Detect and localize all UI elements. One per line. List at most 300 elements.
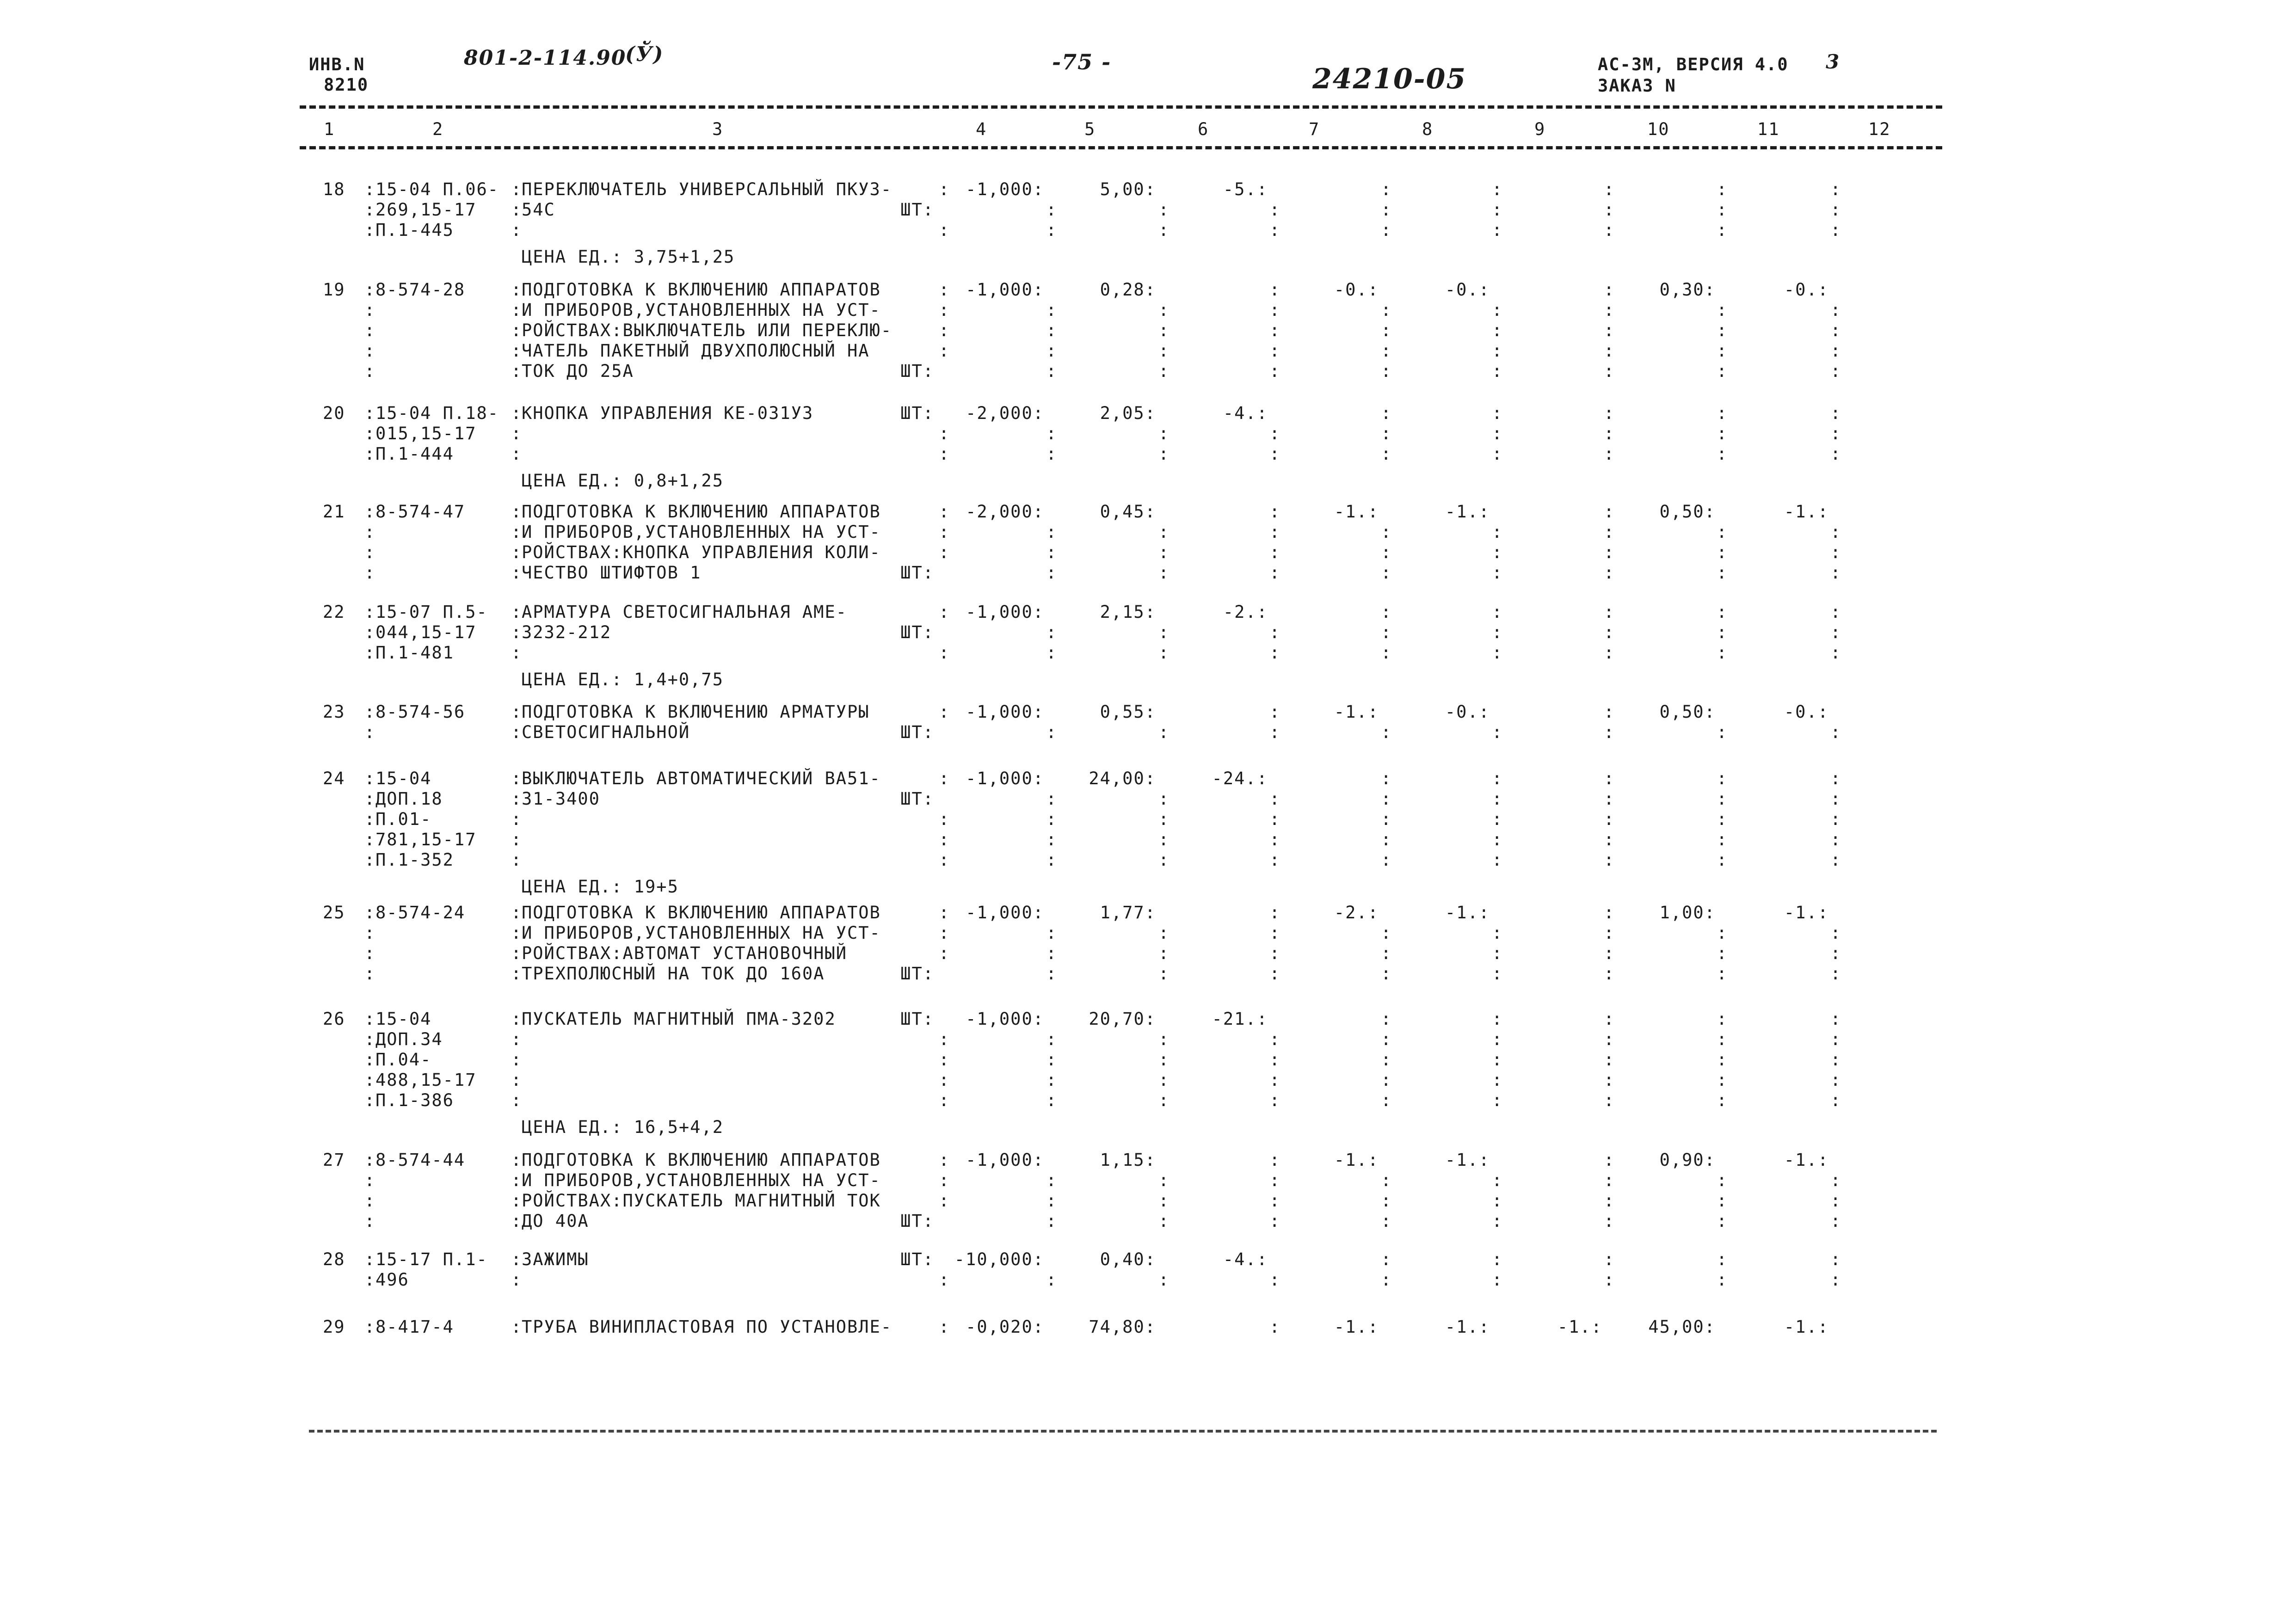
column-number: 6 <box>1198 119 1209 139</box>
column-separator: : <box>1269 300 1280 320</box>
column-separator: : <box>1717 542 1727 562</box>
column-separator: : <box>939 923 949 943</box>
column-separator: : <box>1158 1090 1169 1110</box>
column-separator: : <box>1269 850 1280 870</box>
column-separator: : <box>1604 1070 1614 1090</box>
column-separator: : <box>511 341 522 361</box>
column-separator: : <box>1046 300 1057 320</box>
column-separator: : <box>939 830 949 849</box>
item-description: 3232-212 <box>522 622 612 642</box>
page-number: -75 - <box>1052 49 1112 74</box>
column-separator: : <box>1046 850 1057 870</box>
column-separator: : <box>511 1317 522 1337</box>
column-separator: : <box>1269 563 1280 583</box>
rate-code: П.1-386 <box>375 1090 454 1110</box>
column-separator: : <box>1717 943 1727 963</box>
column-separator: : <box>1717 1170 1727 1190</box>
column-separator: : <box>364 602 375 622</box>
item-description: ПОДГОТОВКА К ВКЛЮЧЕНИЮ АППАРАТОВ <box>522 502 881 522</box>
column-separator: : <box>1492 923 1502 943</box>
column-number: 10 <box>1647 119 1670 139</box>
column-separator: : <box>1830 403 1841 423</box>
column-separator: : <box>939 903 949 923</box>
column-separator: : <box>511 769 522 788</box>
column-separator: : <box>1604 403 1614 423</box>
column-separator: : <box>1269 1191 1280 1211</box>
column-separator: : <box>1381 964 1391 984</box>
column-separator: : <box>1046 1270 1057 1290</box>
value-c8: -1.: <box>1445 502 1490 522</box>
column-separator: : <box>1381 943 1391 963</box>
column-separator: : <box>1717 1211 1727 1231</box>
value-c7: -1.: <box>1334 1150 1379 1170</box>
column-separator: : <box>1717 1090 1727 1110</box>
column-separator: : <box>364 563 375 583</box>
column-separator: : <box>1604 361 1614 381</box>
column-separator: : <box>1381 1009 1391 1029</box>
rate-code: П.1-352 <box>375 850 454 870</box>
value-c7: -2.: <box>1334 903 1379 923</box>
value-c4: -2,000: <box>966 403 1044 423</box>
column-separator: : <box>939 542 949 562</box>
row-number: 23 <box>323 702 345 722</box>
rate-code: 8-574-24 <box>375 903 466 923</box>
item-description: И ПРИБОРОВ,УСТАНОВЛЕННЫХ НА УСТ- <box>522 300 881 320</box>
column-separator: : <box>1046 789 1057 809</box>
row-number: 28 <box>323 1249 345 1269</box>
column-separator: : <box>1492 179 1502 199</box>
column-separator: : <box>1492 1270 1502 1290</box>
column-separator: : <box>364 850 375 870</box>
column-separator: : <box>1830 444 1841 464</box>
column-separator: : <box>1381 769 1391 788</box>
value-c6: -5.: <box>1223 179 1268 199</box>
column-separator: : <box>511 903 522 923</box>
column-separator: : <box>1158 1270 1169 1290</box>
column-separator: : <box>364 1191 375 1211</box>
column-separator: : <box>1381 522 1391 542</box>
column-separator: : <box>511 1009 522 1029</box>
column-separator: : <box>939 1029 949 1049</box>
column-separator: : <box>1269 502 1280 522</box>
column-separator: : <box>1604 923 1614 943</box>
column-separator: : <box>1381 220 1391 240</box>
value-c5: 2,05: <box>1100 403 1156 423</box>
value-c5: 20,70: <box>1089 1009 1156 1029</box>
column-separator: : <box>364 1029 375 1049</box>
column-separator: : <box>1269 522 1280 542</box>
column-separator: : <box>1830 769 1841 788</box>
order-label: ЗАКАЗ N <box>1598 76 1676 96</box>
column-separator: : <box>511 923 522 943</box>
column-separator: : <box>1604 563 1614 583</box>
column-number: 4 <box>976 119 987 139</box>
column-separator: : <box>1604 200 1614 220</box>
column-separator: : <box>1492 850 1502 870</box>
column-separator: : <box>1492 1170 1502 1190</box>
column-separator: : <box>1381 722 1391 742</box>
column-separator: : <box>939 320 949 340</box>
item-description: РОЙСТВАХ:ВЫКЛЮЧАТЕЛЬ ИЛИ ПЕРЕКЛЮ- <box>522 320 893 340</box>
column-separator: : <box>1046 943 1057 963</box>
column-separator: : <box>1158 361 1169 381</box>
column-separator: : <box>1604 542 1614 562</box>
column-separator: : <box>1604 300 1614 320</box>
rate-code: 781,15-17 <box>375 830 477 849</box>
row-number: 19 <box>323 280 345 300</box>
column-separator: : <box>1492 1070 1502 1090</box>
unit-label: ШТ: <box>900 1249 934 1269</box>
column-number: 12 <box>1868 119 1891 139</box>
column-separator: : <box>1830 1249 1841 1269</box>
item-description: И ПРИБОРОВ,УСТАНОВЛЕННЫХ НА УСТ- <box>522 522 881 542</box>
rate-code: 8-574-44 <box>375 1150 466 1170</box>
column-separator: : <box>1158 943 1169 963</box>
column-separator: : <box>1492 361 1502 381</box>
column-separator: : <box>939 809 949 829</box>
item-description: ТОК ДО 25А <box>522 361 634 381</box>
column-separator: : <box>1604 522 1614 542</box>
item-description: РОЙСТВАХ:ПУСКАТЕЛЬ МАГНИТНЫЙ ТОК <box>522 1191 881 1211</box>
column-separator: : <box>1717 424 1727 443</box>
column-separator: : <box>364 809 375 829</box>
column-separator: : <box>1717 1050 1727 1070</box>
column-separator: : <box>939 1070 949 1090</box>
column-separator: : <box>511 200 522 220</box>
value-c6: -4.: <box>1223 403 1268 423</box>
project-code: 24210-05 <box>1312 63 1467 95</box>
row-number: 27 <box>323 1150 345 1170</box>
item-description: РОЙСТВАХ:КНОПКА УПРАВЛЕНИЯ КОЛИ- <box>522 542 881 562</box>
column-separator: : <box>1717 1009 1727 1029</box>
column-separator: : <box>511 964 522 984</box>
item-description: ПОДГОТОВКА К ВКЛЮЧЕНИЮ АРМАТУРЫ <box>522 702 870 722</box>
column-separator: : <box>1604 341 1614 361</box>
column-separator: : <box>364 424 375 443</box>
column-separator: : <box>1604 830 1614 849</box>
column-separator: : <box>939 943 949 963</box>
column-separator: : <box>511 1150 522 1170</box>
column-separator: : <box>1269 722 1280 742</box>
row-number: 21 <box>323 502 345 522</box>
column-separator: : <box>1717 1029 1727 1049</box>
column-separator: : <box>1381 424 1391 443</box>
column-separator: : <box>511 1270 522 1290</box>
column-separator: : <box>1381 830 1391 849</box>
column-separator: : <box>1492 341 1502 361</box>
column-separator: : <box>1269 943 1280 963</box>
column-separator: : <box>1492 1050 1502 1070</box>
column-separator: : <box>1492 1191 1502 1211</box>
column-separator: : <box>511 602 522 622</box>
column-separator: : <box>364 1249 375 1269</box>
column-separator: : <box>1381 1249 1391 1269</box>
column-separator: : <box>1046 1211 1057 1231</box>
rate-code: П.1-445 <box>375 220 454 240</box>
column-separator: : <box>1830 643 1841 663</box>
column-separator: : <box>939 424 949 443</box>
column-separator: : <box>364 1050 375 1070</box>
item-description: 54С <box>522 200 555 220</box>
header-rule <box>300 146 1942 149</box>
column-separator: : <box>1492 830 1502 849</box>
row-number: 25 <box>323 903 345 923</box>
column-separator: : <box>939 850 949 870</box>
column-separator: : <box>1830 341 1841 361</box>
column-separator: : <box>1492 943 1502 963</box>
unit-price: ЦЕНА ЕД.: 16,5+4,2 <box>522 1117 724 1137</box>
column-separator: : <box>364 1317 375 1337</box>
value-c4: -1,000: <box>966 903 1044 923</box>
column-separator: : <box>1046 923 1057 943</box>
column-separator: : <box>1269 1170 1280 1190</box>
column-separator: : <box>1492 964 1502 984</box>
column-separator: : <box>1604 424 1614 443</box>
value-c7: -1.: <box>1334 1317 1379 1337</box>
unit-label: ШТ: <box>900 403 934 423</box>
column-separator: : <box>1717 1191 1727 1211</box>
column-separator: : <box>1830 923 1841 943</box>
rate-code: 488,15-17 <box>375 1070 477 1090</box>
column-separator: : <box>1046 1029 1057 1049</box>
column-separator: : <box>1717 602 1727 622</box>
row-number: 29 <box>323 1317 345 1337</box>
column-separator: : <box>364 643 375 663</box>
column-separator: : <box>1830 542 1841 562</box>
column-separator: : <box>1158 563 1169 583</box>
column-separator: : <box>1269 280 1280 300</box>
column-separator: : <box>1046 643 1057 663</box>
column-separator: : <box>1717 643 1727 663</box>
item-description: ЧАТЕЛЬ ПАКЕТНЫЙ ДВУХПОЛЮСНЫЙ НА <box>522 341 870 361</box>
rate-code: П.1-481 <box>375 643 454 663</box>
column-separator: : <box>1269 1050 1280 1070</box>
unit-label: ШТ: <box>900 964 934 984</box>
column-separator: : <box>1830 1090 1841 1110</box>
column-separator: : <box>364 522 375 542</box>
value-c10: 0,30: <box>1659 280 1716 300</box>
column-separator: : <box>1381 1029 1391 1049</box>
column-separator: : <box>511 643 522 663</box>
column-separator: : <box>1604 1211 1614 1231</box>
column-separator: : <box>1158 643 1169 663</box>
item-description: ДО 40А <box>522 1211 589 1231</box>
column-separator: : <box>1158 964 1169 984</box>
column-separator: : <box>511 943 522 963</box>
column-separator: : <box>364 502 375 522</box>
inventory-label: ИНВ.N <box>309 55 365 74</box>
row-number: 18 <box>323 179 345 199</box>
column-separator: : <box>1492 722 1502 742</box>
column-separator: : <box>1717 563 1727 583</box>
column-separator: : <box>1492 424 1502 443</box>
value-c5: 0,45: <box>1100 502 1156 522</box>
column-separator: : <box>1717 341 1727 361</box>
rate-code: 15-04 П.06- <box>375 179 499 199</box>
column-separator: : <box>1381 923 1391 943</box>
column-separator: : <box>939 769 949 788</box>
column-separator: : <box>1046 809 1057 829</box>
column-separator: : <box>364 280 375 300</box>
column-separator: : <box>1158 444 1169 464</box>
value-c8: -1.: <box>1445 1150 1490 1170</box>
rate-code: П.04- <box>375 1050 432 1070</box>
column-separator: : <box>1158 923 1169 943</box>
column-separator: : <box>1492 809 1502 829</box>
item-description: ТРЕХПОЛЮСНЫЙ НА ТОК ДО 160А <box>522 964 825 984</box>
column-separator: : <box>1492 220 1502 240</box>
value-c6: -2.: <box>1223 602 1268 622</box>
column-number: 3 <box>712 119 724 139</box>
column-separator: : <box>1269 1317 1280 1337</box>
column-separator: : <box>1604 280 1614 300</box>
value-c4: -1,000: <box>966 179 1044 199</box>
column-separator: : <box>1830 943 1841 963</box>
value-c11: -0.: <box>1784 280 1829 300</box>
unit-label: ШТ: <box>900 722 934 742</box>
column-separator: : <box>1717 622 1727 642</box>
value-c8: -1.: <box>1445 1317 1490 1337</box>
column-separator: : <box>1830 1270 1841 1290</box>
column-separator: : <box>1381 1050 1391 1070</box>
value-c8: -0.: <box>1445 280 1490 300</box>
column-separator: : <box>939 602 949 622</box>
value-c6: -4.: <box>1223 1249 1268 1269</box>
item-description: ТРУБА ВИНИПЛАСТОВАЯ ПО УСТАНОВЛЕ- <box>522 1317 893 1337</box>
column-separator: : <box>939 1270 949 1290</box>
column-separator: : <box>511 542 522 562</box>
column-separator: : <box>511 1029 522 1049</box>
column-separator: : <box>1604 1170 1614 1190</box>
column-separator: : <box>1269 542 1280 562</box>
column-separator: : <box>1046 320 1057 340</box>
column-number: 11 <box>1757 119 1780 139</box>
value-c5: 0,55: <box>1100 702 1156 722</box>
column-separator: : <box>1381 850 1391 870</box>
column-separator: : <box>364 702 375 722</box>
value-c4: -1,000: <box>966 702 1044 722</box>
column-separator: : <box>1492 1009 1502 1029</box>
column-separator: : <box>1604 1249 1614 1269</box>
column-separator: : <box>1604 1150 1614 1170</box>
item-description: И ПРИБОРОВ,УСТАНОВЛЕННЫХ НА УСТ- <box>522 923 881 943</box>
column-separator: : <box>364 1009 375 1029</box>
column-separator: : <box>1830 1170 1841 1190</box>
value-c10: 0,90: <box>1659 1150 1716 1170</box>
column-separator: : <box>1269 643 1280 663</box>
column-separator: : <box>1381 602 1391 622</box>
column-separator: : <box>511 403 522 423</box>
value-c11: -1.: <box>1784 502 1829 522</box>
column-separator: : <box>1269 424 1280 443</box>
column-separator: : <box>1717 809 1727 829</box>
rate-code: 15-04 П.18- <box>375 403 499 423</box>
column-separator: : <box>1492 769 1502 788</box>
column-separator: : <box>1717 403 1727 423</box>
column-separator: : <box>1158 200 1169 220</box>
column-separator: : <box>1269 1211 1280 1231</box>
column-separator: : <box>1604 1270 1614 1290</box>
rate-code: 15-17 П.1- <box>375 1249 488 1269</box>
column-separator: : <box>939 1170 949 1190</box>
column-separator: : <box>1158 809 1169 829</box>
value-c4: -1,000: <box>966 1009 1044 1029</box>
column-separator: : <box>1830 179 1841 199</box>
column-separator: : <box>1381 563 1391 583</box>
value-c10: 1,00: <box>1659 903 1716 923</box>
column-separator: : <box>511 280 522 300</box>
column-separator: : <box>1717 850 1727 870</box>
unit-label: ШТ: <box>900 361 934 381</box>
column-separator: : <box>1046 563 1057 583</box>
column-separator: : <box>1604 964 1614 984</box>
column-separator: : <box>1381 542 1391 562</box>
column-separator: : <box>1158 1050 1169 1070</box>
column-separator: : <box>364 1270 375 1290</box>
column-separator: : <box>1381 341 1391 361</box>
column-separator: : <box>1269 1070 1280 1090</box>
column-separator: : <box>1830 1191 1841 1211</box>
column-separator: : <box>939 280 949 300</box>
value-c8: -0.: <box>1445 702 1490 722</box>
column-separator: : <box>1269 964 1280 984</box>
column-separator: : <box>1381 179 1391 199</box>
value-c4: -2,000: <box>966 502 1044 522</box>
column-separator: : <box>364 1170 375 1190</box>
column-number: 5 <box>1084 119 1096 139</box>
column-separator: : <box>1046 1050 1057 1070</box>
column-separator: : <box>364 361 375 381</box>
column-separator: : <box>1717 300 1727 320</box>
column-separator: : <box>1492 789 1502 809</box>
row-number: 26 <box>323 1009 345 1029</box>
item-description: ПУСКАТЕЛЬ МАГНИТНЫЙ ПМА-3202 <box>522 1009 836 1029</box>
column-separator: : <box>364 1211 375 1231</box>
value-c4: -0,020: <box>966 1317 1044 1337</box>
top-rule <box>300 105 1942 109</box>
item-description: СВЕТОСИГНАЛЬНОЙ <box>522 722 690 742</box>
column-separator: : <box>511 830 522 849</box>
column-separator: : <box>1717 1070 1727 1090</box>
column-separator: : <box>364 320 375 340</box>
column-separator: : <box>939 702 949 722</box>
column-separator: : <box>1830 361 1841 381</box>
column-separator: : <box>364 341 375 361</box>
column-separator: : <box>511 522 522 542</box>
column-separator: : <box>1269 1150 1280 1170</box>
value-c7: -1.: <box>1334 502 1379 522</box>
value-c5: 2,15: <box>1100 602 1156 622</box>
column-separator: : <box>511 1050 522 1070</box>
column-separator: : <box>1604 943 1614 963</box>
unit-price: ЦЕНА ЕД.: 0,8+1,25 <box>522 471 724 491</box>
column-separator: : <box>1269 789 1280 809</box>
item-description: ПОДГОТОВКА К ВКЛЮЧЕНИЮ АППАРАТОВ <box>522 1150 881 1170</box>
unit-price: ЦЕНА ЕД.: 19+5 <box>522 877 679 897</box>
column-separator: : <box>939 1191 949 1211</box>
value-c11: -1.: <box>1784 903 1829 923</box>
column-separator: : <box>364 1070 375 1090</box>
column-separator: : <box>1158 1070 1169 1090</box>
column-separator: : <box>1158 1191 1169 1211</box>
column-separator: : <box>511 220 522 240</box>
column-separator: : <box>364 923 375 943</box>
column-separator: : <box>511 502 522 522</box>
column-separator: : <box>1604 502 1614 522</box>
column-separator: : <box>1830 300 1841 320</box>
column-separator: : <box>1269 220 1280 240</box>
rate-code: 8-417-4 <box>375 1317 454 1337</box>
